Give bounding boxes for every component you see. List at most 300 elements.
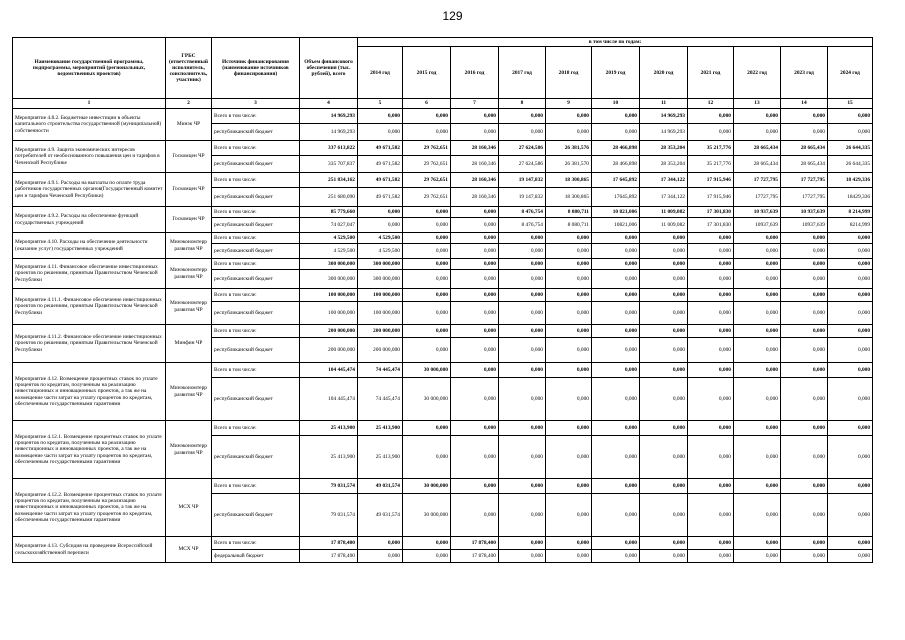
activity-name: Мероприятие 4.12.2. Возмещение процентных ставок по уплате процентов по кредитам, полученным на реализацию инвестиционных и инновационных проектов, а так же на возмещение части затрат на уплату процентов по кредитам, обеспеченным государственными гарантиями bbox=[13, 479, 166, 537]
year-amount-2017: 0,000 bbox=[499, 338, 546, 363]
column-number-2: 2 bbox=[166, 99, 212, 109]
year-amount-2014: 49 671,582 bbox=[358, 141, 403, 156]
column-number-4: 4 bbox=[300, 99, 358, 109]
year-amount-2018: 18 300,865 bbox=[546, 173, 592, 188]
funding-source: республиканский бюджет bbox=[212, 436, 300, 479]
table-row bbox=[13, 289, 873, 302]
year-amount-2023: 0,000 bbox=[781, 302, 828, 325]
year-amount-2017: 0,000 bbox=[499, 479, 546, 494]
year-amount-2014: 200 000,000 bbox=[358, 325, 403, 338]
year-amount-2015: 30 000,000 bbox=[403, 378, 451, 421]
year-amount-2021: 0,000 bbox=[688, 233, 734, 244]
header-grbs: ГРБС (ответственный исполнитель, соисполнитель, участник) bbox=[166, 38, 212, 99]
year-amount-2021: 0,000 bbox=[688, 124, 734, 141]
year-amount-2022: 0,000 bbox=[734, 325, 781, 338]
column-number-8: 8 bbox=[499, 99, 546, 109]
year-amount-2022: 0,000 bbox=[734, 537, 781, 550]
year-amount-2021: 0,000 bbox=[688, 325, 734, 338]
header-total: Объем финансового обеспечения (тыс. рублей), всего bbox=[300, 38, 358, 99]
year-amount-2016: 0,000 bbox=[451, 494, 499, 537]
year-amount-2016: 0,000 bbox=[451, 259, 499, 270]
table-row bbox=[13, 173, 873, 188]
year-amount-2024: 0,000 bbox=[828, 363, 873, 378]
year-amount-2021: 0,000 bbox=[688, 109, 734, 124]
total-amount: 74 027,047 bbox=[300, 218, 358, 233]
activity-grbs: Госкомцен ЧР bbox=[166, 207, 212, 233]
header-year-7: 2021 год bbox=[688, 47, 734, 99]
activity-grbs: Минэкономтерр развития ЧР bbox=[166, 289, 212, 325]
year-amount-2020: 17 344,122 bbox=[640, 173, 688, 188]
year-amount-2020: 17 344,122 bbox=[640, 188, 688, 207]
year-amount-2019: 0,000 bbox=[592, 289, 640, 302]
year-amount-2022: 17 727,795 bbox=[734, 173, 781, 188]
year-amount-2024: 0,000 bbox=[828, 233, 873, 244]
year-amount-2015: 0,000 bbox=[403, 325, 451, 338]
year-amount-2020: 11 009,082 bbox=[640, 207, 688, 218]
year-amount-2024: 0,000 bbox=[828, 494, 873, 537]
year-amount-2021: 0,000 bbox=[688, 550, 734, 563]
year-amount-2020: 0,000 bbox=[640, 233, 688, 244]
year-amount-2014: 0,000 bbox=[358, 124, 403, 141]
table-row bbox=[13, 363, 873, 378]
year-amount-2016: 0,000 bbox=[451, 325, 499, 338]
year-amount-2021: 35 217,776 bbox=[688, 141, 734, 156]
year-amount-2021: 0,000 bbox=[688, 421, 734, 436]
year-amount-2022: 0,000 bbox=[734, 550, 781, 563]
year-amount-2023: 0,000 bbox=[781, 109, 828, 124]
header-year-1: 2015 год bbox=[403, 47, 451, 99]
year-amount-2023: 0,000 bbox=[781, 550, 828, 563]
year-amount-2022: 0,000 bbox=[734, 233, 781, 244]
total-amount: 17 878,400 bbox=[300, 537, 358, 550]
table-row bbox=[13, 141, 873, 156]
year-amount-2016: 17 878,400 bbox=[451, 537, 499, 550]
year-amount-2019: 0,000 bbox=[592, 550, 640, 563]
year-amount-2014: 74 445,474 bbox=[358, 378, 403, 421]
year-amount-2018: 0,000 bbox=[546, 325, 592, 338]
year-amount-2015: 0,000 bbox=[403, 421, 451, 436]
year-amount-2023: 0,000 bbox=[781, 378, 828, 421]
total-amount: 4 529,500 bbox=[300, 233, 358, 244]
year-amount-2023: 0,000 bbox=[781, 289, 828, 302]
year-amount-2021: 17 301,830 bbox=[688, 207, 734, 218]
year-amount-2015: 0,000 bbox=[403, 207, 451, 218]
year-amount-2017: 0,000 bbox=[499, 494, 546, 537]
year-amount-2024: 0,000 bbox=[828, 109, 873, 124]
total-amount: 104 445,474 bbox=[300, 363, 358, 378]
year-amount-2023: 17727,795 bbox=[781, 188, 828, 207]
activity-name: Мероприятие 4.12.1. Возмещение процентных ставок по уплате процентов по кредитам, полученным на реализацию инвестиционных и инновационных проектов, а так же на возмещение части затрат на уплату процентов по кредитам, обеспеченным государственными гарантиями bbox=[13, 421, 166, 479]
year-amount-2019: 0,000 bbox=[592, 244, 640, 259]
year-amount-2022: 28 665,434 bbox=[734, 141, 781, 156]
header-year-9: 2023 год bbox=[781, 47, 828, 99]
funding-source: Всего в том числе: bbox=[212, 421, 300, 436]
year-amount-2016: 0,000 bbox=[451, 218, 499, 233]
activity-grbs: Минэк ЧР bbox=[166, 109, 212, 141]
year-amount-2018: 8 080,711 bbox=[546, 207, 592, 218]
year-amount-2018: 0,000 bbox=[546, 550, 592, 563]
year-amount-2014: 25 413,900 bbox=[358, 436, 403, 479]
funding-source: республиканский бюджет bbox=[212, 378, 300, 421]
year-amount-2018: 0,000 bbox=[546, 270, 592, 289]
year-amount-2023: 10937,639 bbox=[781, 218, 828, 233]
activity-name: Мероприятие 4.9. Защита экономических интересов потребителей от необоснованного повышения цен и тарифов в Чеченской Республике bbox=[13, 141, 166, 173]
year-amount-2019: 17 645,892 bbox=[592, 173, 640, 188]
year-amount-2018: 0,000 bbox=[546, 233, 592, 244]
total-amount: 25 413,900 bbox=[300, 436, 358, 479]
page-number: 129 bbox=[442, 9, 463, 23]
year-amount-2014: 300 000,000 bbox=[358, 259, 403, 270]
activity-grbs: МСХ ЧР bbox=[166, 479, 212, 537]
year-amount-2019: 0,000 bbox=[592, 259, 640, 270]
year-amount-2024: 18429,336 bbox=[828, 188, 873, 207]
year-amount-2015: 29 762,651 bbox=[403, 141, 451, 156]
year-amount-2023: 0,000 bbox=[781, 124, 828, 141]
header-year-0: 2014 год bbox=[358, 47, 403, 99]
year-amount-2019: 0,000 bbox=[592, 421, 640, 436]
year-amount-2019: 0,000 bbox=[592, 302, 640, 325]
year-amount-2020: 28 353,204 bbox=[640, 156, 688, 173]
funding-source: Всего в том числе: bbox=[212, 325, 300, 338]
year-amount-2017: 27 624,586 bbox=[499, 141, 546, 156]
year-amount-2016: 0,000 bbox=[451, 436, 499, 479]
year-amount-2016: 28 160,346 bbox=[451, 156, 499, 173]
year-amount-2021: 0,000 bbox=[688, 244, 734, 259]
activity-grbs: Минэкономтерр развития ЧР bbox=[166, 233, 212, 259]
total-amount: 335 707,837 bbox=[300, 156, 358, 173]
year-amount-2019: 0,000 bbox=[592, 436, 640, 479]
year-amount-2015: 30 000,000 bbox=[403, 479, 451, 494]
year-amount-2014: 49 671,582 bbox=[358, 173, 403, 188]
year-amount-2015: 0,000 bbox=[403, 109, 451, 124]
year-amount-2022: 0,000 bbox=[734, 479, 781, 494]
total-amount: 200 000,000 bbox=[300, 338, 358, 363]
year-amount-2014: 0,000 bbox=[358, 218, 403, 233]
column-number-15: 15 bbox=[828, 99, 873, 109]
year-amount-2015: 29 762,651 bbox=[403, 188, 451, 207]
year-amount-2022: 17727,795 bbox=[734, 188, 781, 207]
funding-source: Всего в том числе: bbox=[212, 259, 300, 270]
year-amount-2017: 27 624,586 bbox=[499, 156, 546, 173]
year-amount-2023: 0,000 bbox=[781, 233, 828, 244]
year-amount-2020: 0,000 bbox=[640, 537, 688, 550]
year-amount-2021: 0,000 bbox=[688, 363, 734, 378]
funding-source: республиканский бюджет bbox=[212, 494, 300, 537]
total-amount: 85 779,660 bbox=[300, 207, 358, 218]
year-amount-2017: 0,000 bbox=[499, 363, 546, 378]
column-number-10: 10 bbox=[592, 99, 640, 109]
year-amount-2019: 0,000 bbox=[592, 338, 640, 363]
year-amount-2021: 0,000 bbox=[688, 302, 734, 325]
activity-name: Мероприятие 4.9.1. Расходы на выплаты по оплате труда работников государственных органов(Государственный комитет цен и тарифов Чеченской Республики) bbox=[13, 173, 166, 207]
year-amount-2019: 0,000 bbox=[592, 124, 640, 141]
total-amount: 251 834,162 bbox=[300, 173, 358, 188]
funding-source: республиканский бюджет bbox=[212, 338, 300, 363]
year-amount-2024: 8 214,999 bbox=[828, 207, 873, 218]
year-amount-2024: 0,000 bbox=[828, 302, 873, 325]
total-amount: 251 680,090 bbox=[300, 188, 358, 207]
total-amount: 14 969,293 bbox=[300, 109, 358, 124]
year-amount-2021: 0,000 bbox=[688, 378, 734, 421]
year-amount-2018: 0,000 bbox=[546, 479, 592, 494]
year-amount-2017: 0,000 bbox=[499, 421, 546, 436]
year-amount-2022: 0,000 bbox=[734, 124, 781, 141]
table-row bbox=[13, 537, 873, 550]
funding-source: федеральный бюджет bbox=[212, 550, 300, 563]
year-amount-2019: 0,000 bbox=[592, 494, 640, 537]
year-amount-2023: 17 727,795 bbox=[781, 173, 828, 188]
year-amount-2024: 0,000 bbox=[828, 289, 873, 302]
column-number-9: 9 bbox=[546, 99, 592, 109]
year-amount-2020: 14 969,293 bbox=[640, 124, 688, 141]
funding-source: республиканский бюджет bbox=[212, 124, 300, 141]
year-amount-2021: 0,000 bbox=[688, 494, 734, 537]
year-amount-2019: 0,000 bbox=[592, 479, 640, 494]
year-amount-2014: 74 445,474 bbox=[358, 363, 403, 378]
year-amount-2018: 0,000 bbox=[546, 302, 592, 325]
table-row bbox=[13, 479, 873, 494]
year-amount-2015: 0,000 bbox=[403, 124, 451, 141]
total-amount: 100 000,000 bbox=[300, 289, 358, 302]
funding-source: республиканский бюджет bbox=[212, 270, 300, 289]
year-amount-2022: 28 665,434 bbox=[734, 156, 781, 173]
year-amount-2016: 17 878,400 bbox=[451, 550, 499, 563]
total-amount: 100 000,000 bbox=[300, 302, 358, 325]
year-amount-2021: 0,000 bbox=[688, 259, 734, 270]
year-amount-2023: 0,000 bbox=[781, 363, 828, 378]
year-amount-2023: 0,000 bbox=[781, 338, 828, 363]
year-amount-2017: 0,000 bbox=[499, 302, 546, 325]
year-amount-2023: 0,000 bbox=[781, 270, 828, 289]
year-amount-2020: 0,000 bbox=[640, 302, 688, 325]
year-amount-2017: 19 147,832 bbox=[499, 173, 546, 188]
year-amount-2024: 0,000 bbox=[828, 421, 873, 436]
year-amount-2018: 8 080,711 bbox=[546, 218, 592, 233]
year-amount-2022: 10937,639 bbox=[734, 218, 781, 233]
year-amount-2017: 8 476,754 bbox=[499, 218, 546, 233]
year-amount-2015: 0,000 bbox=[403, 550, 451, 563]
year-amount-2024: 26 644,335 bbox=[828, 141, 873, 156]
year-amount-2015: 0,000 bbox=[403, 436, 451, 479]
year-amount-2014: 49 671,582 bbox=[358, 156, 403, 173]
year-amount-2024: 0,000 bbox=[828, 124, 873, 141]
year-amount-2016: 0,000 bbox=[451, 124, 499, 141]
year-amount-2017: 0,000 bbox=[499, 537, 546, 550]
column-number-3: 3 bbox=[212, 99, 300, 109]
year-amount-2019: 0,000 bbox=[592, 109, 640, 124]
year-amount-2018: 0,000 bbox=[546, 124, 592, 141]
header-year-2: 2016 год bbox=[451, 47, 499, 99]
header-year-3: 2017 год bbox=[499, 47, 546, 99]
year-amount-2022: 0,000 bbox=[734, 436, 781, 479]
year-amount-2017: 0,000 bbox=[499, 550, 546, 563]
funding-source: Всего в том числе: bbox=[212, 289, 300, 302]
year-amount-2016: 0,000 bbox=[451, 302, 499, 325]
year-amount-2019: 28 466,898 bbox=[592, 156, 640, 173]
activity-grbs: Госкомцен ЧР bbox=[166, 141, 212, 173]
year-amount-2023: 0,000 bbox=[781, 421, 828, 436]
year-amount-2020: 0,000 bbox=[640, 436, 688, 479]
year-amount-2023: 0,000 bbox=[781, 537, 828, 550]
year-amount-2014: 49 031,574 bbox=[358, 479, 403, 494]
year-amount-2017: 0,000 bbox=[499, 109, 546, 124]
total-amount: 17 878,400 bbox=[300, 550, 358, 563]
year-amount-2022: 0,000 bbox=[734, 259, 781, 270]
year-amount-2019: 0,000 bbox=[592, 325, 640, 338]
year-amount-2014: 0,000 bbox=[358, 109, 403, 124]
year-amount-2014: 4 529,500 bbox=[358, 233, 403, 244]
year-amount-2018: 0,000 bbox=[546, 259, 592, 270]
funding-source: Всего в том числе: bbox=[212, 207, 300, 218]
year-amount-2017: 0,000 bbox=[499, 325, 546, 338]
year-amount-2016: 28 160,346 bbox=[451, 141, 499, 156]
year-amount-2014: 25 413,900 bbox=[358, 421, 403, 436]
year-amount-2014: 4 529,500 bbox=[358, 244, 403, 259]
year-amount-2020: 0,000 bbox=[640, 259, 688, 270]
year-amount-2024: 0,000 bbox=[828, 244, 873, 259]
year-amount-2016: 0,000 bbox=[451, 270, 499, 289]
year-amount-2017: 0,000 bbox=[499, 436, 546, 479]
year-amount-2020: 0,000 bbox=[640, 421, 688, 436]
funding-source: республиканский бюджет bbox=[212, 302, 300, 325]
year-amount-2016: 0,000 bbox=[451, 233, 499, 244]
activity-name: Мероприятие 4.11.2. Финансовое обеспечение инвестиционных проектов по решениям, принятым Правительством Чеченской Республики bbox=[13, 325, 166, 363]
year-amount-2016: 28 160,346 bbox=[451, 188, 499, 207]
year-amount-2022: 0,000 bbox=[734, 378, 781, 421]
year-amount-2018: 18 300,865 bbox=[546, 188, 592, 207]
year-amount-2015: 0,000 bbox=[403, 270, 451, 289]
year-amount-2017: 0,000 bbox=[499, 289, 546, 302]
year-amount-2021: 17 915,946 bbox=[688, 173, 734, 188]
total-amount: 14 969,293 bbox=[300, 124, 358, 141]
year-amount-2018: 0,000 bbox=[546, 289, 592, 302]
year-amount-2020: 0,000 bbox=[640, 479, 688, 494]
year-amount-2016: 0,000 bbox=[451, 244, 499, 259]
total-amount: 25 413,900 bbox=[300, 421, 358, 436]
year-amount-2020: 28 353,204 bbox=[640, 141, 688, 156]
funding-source: республиканский бюджет bbox=[212, 188, 300, 207]
total-amount: 200 000,000 bbox=[300, 325, 358, 338]
budget-table bbox=[12, 37, 873, 563]
table-row bbox=[13, 259, 873, 270]
funding-source: Всего в том числе: bbox=[212, 109, 300, 124]
year-amount-2020: 0,000 bbox=[640, 363, 688, 378]
year-amount-2015: 0,000 bbox=[403, 289, 451, 302]
year-amount-2023: 0,000 bbox=[781, 479, 828, 494]
year-amount-2022: 0,000 bbox=[734, 302, 781, 325]
header-name: Наименование государственной программы, подпрограммы, мероприятий (региональных, ведомственных проектов) bbox=[13, 38, 166, 99]
funding-source: Всего в том числе: bbox=[212, 233, 300, 244]
column-number-12: 12 bbox=[688, 99, 734, 109]
funding-source: Всего в том числе: bbox=[212, 173, 300, 188]
year-amount-2023: 0,000 bbox=[781, 259, 828, 270]
year-amount-2022: 0,000 bbox=[734, 270, 781, 289]
year-amount-2017: 8 476,754 bbox=[499, 207, 546, 218]
year-amount-2021: 0,000 bbox=[688, 338, 734, 363]
header-years-group: в том числе по годам: bbox=[358, 38, 873, 47]
year-amount-2020: 0,000 bbox=[640, 550, 688, 563]
year-amount-2020: 0,000 bbox=[640, 494, 688, 537]
total-amount: 79 031,574 bbox=[300, 479, 358, 494]
year-amount-2019: 0,000 bbox=[592, 378, 640, 421]
year-amount-2014: 0,000 bbox=[358, 207, 403, 218]
total-amount: 300 000,000 bbox=[300, 259, 358, 270]
year-amount-2024: 0,000 bbox=[828, 378, 873, 421]
year-amount-2021: 0,000 bbox=[688, 479, 734, 494]
year-amount-2024: 0,000 bbox=[828, 479, 873, 494]
year-amount-2021: 17 915,946 bbox=[688, 188, 734, 207]
year-amount-2014: 300 000,000 bbox=[358, 270, 403, 289]
activity-name: Мероприятие 4.9.2. Расходы на обеспечение функций государственных учреждений bbox=[13, 207, 166, 233]
year-amount-2017: 0,000 bbox=[499, 259, 546, 270]
header-year-10: 2024 год bbox=[828, 47, 873, 99]
year-amount-2021: 0,000 bbox=[688, 436, 734, 479]
year-amount-2017: 0,000 bbox=[499, 244, 546, 259]
year-amount-2018: 0,000 bbox=[546, 109, 592, 124]
year-amount-2016: 28 160,346 bbox=[451, 173, 499, 188]
funding-source: республиканский бюджет bbox=[212, 156, 300, 173]
year-amount-2016: 0,000 bbox=[451, 378, 499, 421]
year-amount-2022: 0,000 bbox=[734, 494, 781, 537]
header-year-6: 2020 год bbox=[640, 47, 688, 99]
activity-grbs: Госкомцен ЧР bbox=[166, 173, 212, 207]
year-amount-2023: 28 665,434 bbox=[781, 141, 828, 156]
year-amount-2018: 0,000 bbox=[546, 494, 592, 537]
year-amount-2019: 10821,006 bbox=[592, 218, 640, 233]
year-amount-2015: 0,000 bbox=[403, 259, 451, 270]
year-amount-2020: 0,000 bbox=[640, 289, 688, 302]
year-amount-2020: 0,000 bbox=[640, 378, 688, 421]
year-amount-2022: 10 937,639 bbox=[734, 207, 781, 218]
year-amount-2024: 0,000 bbox=[828, 259, 873, 270]
year-amount-2014: 49 031,574 bbox=[358, 494, 403, 537]
year-amount-2019: 0,000 bbox=[592, 537, 640, 550]
year-amount-2022: 0,000 bbox=[734, 109, 781, 124]
year-amount-2024: 8214,999 bbox=[828, 218, 873, 233]
year-amount-2022: 0,000 bbox=[734, 338, 781, 363]
year-amount-2023: 0,000 bbox=[781, 325, 828, 338]
funding-source: республиканский бюджет bbox=[212, 244, 300, 259]
year-amount-2024: 0,000 bbox=[828, 550, 873, 563]
year-amount-2022: 0,000 bbox=[734, 363, 781, 378]
column-number-11: 11 bbox=[640, 99, 688, 109]
year-amount-2016: 0,000 bbox=[451, 109, 499, 124]
year-amount-2015: 0,000 bbox=[403, 233, 451, 244]
year-amount-2014: 200 000,000 bbox=[358, 338, 403, 363]
table-row bbox=[13, 109, 873, 124]
year-amount-2020: 0,000 bbox=[640, 270, 688, 289]
column-number-row bbox=[13, 99, 873, 109]
column-number-14: 14 bbox=[781, 99, 828, 109]
year-amount-2023: 28 665,434 bbox=[781, 156, 828, 173]
year-amount-2019: 28 466,898 bbox=[592, 141, 640, 156]
activity-grbs: Минэкономтерр развития ЧР bbox=[166, 363, 212, 421]
header-year-5: 2019 год bbox=[592, 47, 640, 99]
year-amount-2014: 0,000 bbox=[358, 550, 403, 563]
year-amount-2020: 14 969,293 bbox=[640, 109, 688, 124]
year-amount-2020: 0,000 bbox=[640, 244, 688, 259]
year-amount-2019: 0,000 bbox=[592, 233, 640, 244]
year-amount-2021: 17 301,830 bbox=[688, 218, 734, 233]
year-amount-2016: 0,000 bbox=[451, 338, 499, 363]
activity-name: Мероприятие 4.12. Возмещение процентных ставок по уплате процентов по кредитам, полученным на реализацию инвестиционных и инновационных проектов, а так же на возмещение части затрат на уплату процентов по кредитам, обеспеченным государственными гарантиями bbox=[13, 363, 166, 421]
year-amount-2024: 0,000 bbox=[828, 338, 873, 363]
total-amount: 300 000,000 bbox=[300, 270, 358, 289]
year-amount-2024: 0,000 bbox=[828, 537, 873, 550]
year-amount-2015: 0,000 bbox=[403, 218, 451, 233]
year-amount-2020: 0,000 bbox=[640, 325, 688, 338]
year-amount-2021: 0,000 bbox=[688, 270, 734, 289]
